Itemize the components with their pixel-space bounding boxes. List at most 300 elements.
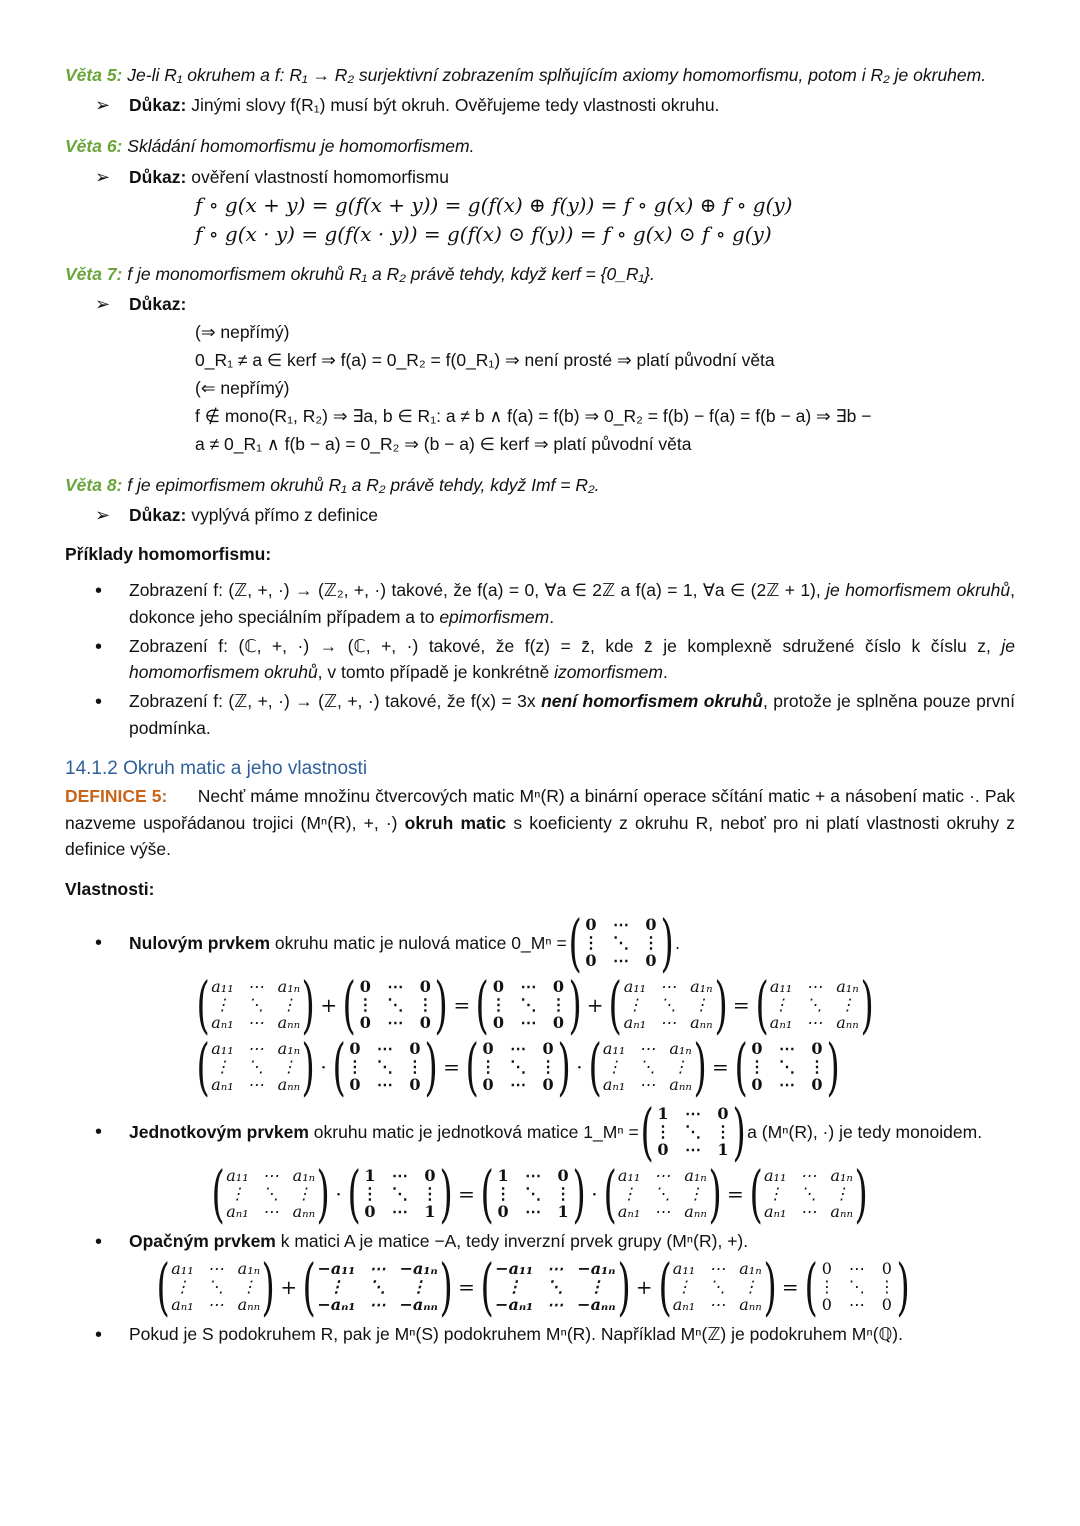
arrow-bullet-icon: ➢ [95, 95, 111, 116]
matrix-cell: ⋯ [709, 1295, 726, 1315]
matrix-cell: 0 [717, 1103, 729, 1123]
theorem-7-label: Věta 7: [65, 263, 123, 284]
operator: + [280, 1275, 298, 1300]
matrix-cell: ⋯ [391, 1202, 408, 1222]
matrix [479, 1157, 587, 1231]
matrix-cell: ⋱ [639, 1057, 656, 1077]
matrix-cell: 0 [419, 976, 431, 996]
right-paren: ) [896, 1250, 910, 1324]
left-paren: ( [480, 1157, 494, 1231]
matrix-cell: ⋮ [490, 995, 507, 1015]
matrix-cell: aₙₙ [830, 1202, 853, 1222]
matrix-cell: aₙ₁ [623, 1013, 647, 1033]
matrix-cell: ⋮ [767, 1184, 784, 1204]
matrix-cell: ⋮ [240, 1277, 257, 1297]
matrix-cell: a₁₁ [672, 1258, 696, 1278]
matrix-cell: ⋮ [773, 995, 790, 1015]
matrix-cell: ⋮ [540, 1057, 557, 1077]
right-paren: ) [261, 1250, 275, 1324]
operator: = [443, 1055, 460, 1080]
left-paren: ( [568, 906, 582, 980]
matrix-cell: a₁₁ [602, 1038, 626, 1058]
matrix-cell: a₁ₙ [277, 1038, 301, 1058]
arrow-bullet-icon: ➢ [95, 293, 111, 314]
left-paren: ( [342, 968, 356, 1042]
matrix-cell: 0 [585, 951, 597, 971]
arrow-bullet-icon: ➢ [95, 505, 111, 525]
matrix-cell: ⋱ [612, 933, 629, 953]
matrix [195, 1030, 316, 1104]
left-paren: ( [302, 1250, 316, 1324]
matrix-cell: aₙₙ [237, 1295, 261, 1315]
matrix-cell: 0 [542, 1038, 554, 1058]
matrix-cell: ⋯ [639, 1075, 656, 1095]
left-paren: ( [603, 1157, 617, 1231]
left-paren: ( [640, 1095, 654, 1169]
left-paren: ( [734, 1030, 748, 1104]
matrix-cell: a₁₁ [769, 976, 793, 996]
matrix-cell: ⋯ [612, 914, 629, 934]
matrix-cell: a₁₁ [171, 1258, 194, 1278]
theorem-6-label: Věta 6: [65, 136, 123, 157]
matrix-cell: ⋱ [369, 1277, 386, 1297]
matrix-cell: ⋮ [417, 995, 434, 1015]
matrix-cell: ⋮ [675, 1277, 692, 1297]
matrix-cell: ⋮ [495, 1184, 512, 1204]
matrix-cell: aₙₙ [277, 1013, 301, 1033]
matrix-cell: aₙₙ [669, 1075, 692, 1095]
matrix-cell: 0 [359, 1013, 371, 1033]
matrix-cell: ⋮ [550, 995, 567, 1015]
matrix [607, 968, 728, 1042]
example-text: . [549, 606, 555, 627]
matrix [301, 1250, 454, 1324]
matrix [331, 1030, 439, 1104]
right-paren: ) [434, 968, 449, 1042]
matrix-cell: 0 [557, 1165, 569, 1185]
matrix [657, 1250, 778, 1324]
matrix-cell: ⋮ [742, 1277, 759, 1297]
matrix-cell: 0 [492, 976, 505, 996]
matrix-cell: ⋮ [606, 1057, 623, 1077]
matrix-cell: aₙ₁ [171, 1295, 194, 1315]
right-paren: ) [439, 1250, 453, 1324]
matrix-cell: aₙ₁ [226, 1202, 249, 1222]
matrix-cell: ⋮ [642, 933, 659, 953]
theorem-5 [65, 62, 1015, 88]
matrix-cell: ⋱ [391, 1184, 408, 1204]
matrix-cell: 0 [552, 976, 565, 996]
matrix-cell: aₙₙ [690, 1013, 713, 1033]
matrix-cell: 1 [424, 1202, 436, 1222]
matrix-cell: aₙ₁ [602, 1075, 626, 1095]
matrix-cell: ⋯ [262, 1165, 279, 1185]
matrix [803, 1250, 911, 1324]
matrix-cell: 1 [364, 1165, 376, 1185]
document-page [65, 62, 1015, 1349]
zero-matrix [567, 906, 675, 980]
matrix-cell: ⋯ [612, 951, 629, 971]
matrix-cell: aₙₙ [739, 1295, 762, 1315]
matrix-cell: ⋮ [818, 1277, 835, 1297]
identity-product-equation [210, 1157, 1015, 1231]
matrix-cell: ⋯ [806, 976, 823, 996]
matrix-cell: ⋱ [387, 995, 404, 1015]
theorem-5-proof [95, 92, 1015, 119]
matrix-cell: ⋱ [510, 1057, 527, 1077]
equation-composition-product: f ∘ g(x · y) = g(f(x · y)) = g(f(x) ⊙ f(y)) = f ∘ g(x) ⊙ f ∘ g(y) [195, 221, 772, 246]
matrix-cell: ⋮ [693, 995, 710, 1015]
matrix-cell: −aₙₙ [577, 1295, 616, 1315]
matrix-cell: a₁ₙ [277, 976, 301, 996]
right-paren: ) [301, 1030, 315, 1104]
matrix-cell: 0 [821, 1295, 832, 1315]
example-item [95, 577, 1015, 630]
left-paren: ( [465, 1030, 479, 1104]
theorem-6-text: Skládání homomorfismu je homomorfismem. [127, 136, 475, 157]
matrix-cell: ⋮ [174, 1277, 191, 1297]
matrix-cell: aₙ₁ [211, 1013, 234, 1033]
proof-line: a ≠ 0_R₁ ∧ f(b − a) = 0_R₂ ⇒ (b − a) ∈ kerf ⇒ platí původní věta [195, 433, 692, 454]
left-paren: ( [475, 968, 490, 1042]
matrix-cell: a₁ₙ [684, 1165, 707, 1185]
matrix-cell: −a₁ₙ [399, 1258, 438, 1278]
matrix-cell: 0 [482, 1038, 494, 1058]
matrix-cell: ⋯ [247, 1013, 264, 1033]
matrix-cell: −aₙₙ [399, 1295, 438, 1315]
matrix-cell: ⋮ [687, 1184, 704, 1204]
matrix-cell: a₁₁ [617, 1165, 641, 1185]
matrix-cell: 0 [359, 976, 371, 996]
matrix-cell: 1 [497, 1165, 509, 1185]
matrix-cell: aₙₙ [836, 1013, 859, 1033]
theorem-7-text: f je monomorfismem okruhů R₁ a R₂ právě tehdy, když kerf = {0_R₁}. [127, 263, 655, 284]
matrix-cell: ⋮ [406, 1057, 423, 1077]
matrix-cell: 0 [811, 1075, 823, 1095]
operator: + [320, 993, 338, 1018]
right-paren: ) [693, 1030, 707, 1104]
matrix-cell: 0 [821, 1258, 832, 1278]
matrix-cell: ⋱ [525, 1184, 542, 1204]
matrix-cell: ⋯ [369, 1258, 386, 1278]
property-term: Opačným prvkem [129, 1231, 276, 1252]
matrix-cell: ⋱ [800, 1184, 817, 1204]
matrix-cell: 0 [751, 1075, 763, 1095]
example-text: , dokonce jeho speciálním případem a to [129, 580, 1015, 627]
matrix-cell: 1 [557, 1202, 569, 1222]
matrix-cell: a₁₁ [623, 976, 647, 996]
matrix-cell: ⋯ [800, 1165, 817, 1185]
matrix-cell: aₙ₁ [617, 1202, 641, 1222]
bullet-icon: • [95, 1121, 103, 1144]
matrix-cell: 0 [349, 1075, 361, 1095]
theorem-7 [65, 261, 1015, 287]
zero-sum-equation [195, 968, 1015, 1042]
matrix [748, 1157, 869, 1231]
matrix-cell: ⋯ [660, 976, 677, 996]
matrix-cell: 0 [497, 1202, 509, 1222]
matrix-cell: ⋯ [262, 1202, 279, 1222]
matrix-cell: 0 [409, 1075, 421, 1095]
right-paren: ) [557, 1030, 571, 1104]
matrix-cell: ⋱ [778, 1057, 795, 1077]
matrix-cell: 0 [364, 1202, 376, 1222]
left-paren: ( [347, 1157, 361, 1231]
arrow-bullet-icon: ➢ [95, 166, 111, 187]
section-heading: 14.1.2 Okruh matic a jeho vlastnosti [65, 757, 368, 779]
right-paren: ) [567, 968, 582, 1042]
matrix-cell: ⋯ [547, 1258, 564, 1278]
example-text: není homorfismem okruhů [541, 691, 763, 712]
matrix-cell: ⋯ [778, 1075, 795, 1095]
right-paren: ) [763, 1250, 777, 1324]
operator: = [458, 1275, 475, 1300]
matrix-cell: ⋯ [247, 976, 264, 996]
matrix-cell: aₙₙ [684, 1202, 707, 1222]
matrix-cell: ⋯ [387, 976, 404, 996]
operator: · [335, 1182, 342, 1207]
proof-line: (⇐ nepřímý) [195, 377, 290, 398]
operator: + [635, 1275, 653, 1300]
example-text: je homomorfismem okruhů [129, 635, 1015, 682]
period: . [675, 933, 681, 954]
left-paren: ( [211, 1157, 225, 1231]
matrix-cell: −aₙ₁ [317, 1295, 356, 1315]
theorem-8-text: f je epimorfismem okruhů R₁ a R₂ právě tehdy, když Imf = R₂. [127, 474, 600, 495]
right-paren: ) [439, 1157, 453, 1231]
right-paren: ) [714, 968, 728, 1042]
theorem-8 [65, 472, 1015, 498]
matrix-cell: −a₁ₙ [577, 1258, 616, 1278]
bullet-icon: • [95, 635, 103, 658]
right-paren: ) [660, 906, 674, 980]
matrix-cell: ⋮ [361, 1184, 378, 1204]
right-paren: ) [301, 968, 315, 1042]
matrix-cell: ⋮ [421, 1184, 438, 1204]
matrix-cell: ⋯ [376, 1038, 393, 1058]
examples-title: Příklady homomorfismu: [65, 544, 272, 564]
matrix-cell: 1 [717, 1140, 729, 1160]
proof-label: Důkaz: [129, 293, 187, 314]
right-paren: ) [572, 1157, 586, 1231]
theorem-5-text: Je-li R₁ okruhem a f: R₁ → R₂ surjektivní zobrazením splňujícím axiomy homomorfismu, potom i R₂ je okruhem. [127, 65, 987, 85]
matrix [602, 1157, 723, 1231]
bullet-icon: • [95, 1324, 103, 1347]
equation-composition-sum: f ∘ g(x + y) = g(f(x + y)) = g(f(x) ⊕ f(y)) = f ∘ g(x) ⊕ f ∘ g(y) [195, 192, 793, 217]
matrix-cell: ⋮ [280, 1057, 297, 1077]
left-paren: ( [480, 1250, 494, 1324]
matrix-cell: ⋯ [654, 1202, 671, 1222]
matrix-cell: 0 [409, 1038, 421, 1058]
property-text: okruhu matic je jednotková matice 1_Mⁿ = [308, 1122, 639, 1143]
matrix-cell: a₁ₙ [830, 1165, 853, 1185]
matrix-cell: a₁ₙ [690, 976, 713, 996]
operator: = [712, 1055, 729, 1080]
bullet-icon: • [95, 691, 103, 714]
definition-label: DEFINICE 5: [65, 786, 168, 807]
matrix-cell: ⋱ [848, 1277, 865, 1297]
matrix-cell: ⋮ [357, 995, 374, 1015]
matrix-cell: 0 [492, 1013, 505, 1033]
theorem-6-proof [95, 164, 1015, 191]
matrix-cell: a₁₁ [211, 976, 234, 996]
operator: · [320, 1055, 327, 1080]
property-text: k matici A je matice −A, tedy inverzní prvek grupy (Mⁿ(R), +). [275, 1231, 749, 1252]
left-paren: ( [658, 1250, 672, 1324]
example-text: izomorfismem [554, 662, 663, 682]
matrix-cell: ⋮ [672, 1057, 689, 1077]
matrix-cell: ⋯ [520, 976, 537, 996]
definition-text: okruh matic [404, 812, 507, 833]
matrix-cell: ⋯ [247, 1075, 264, 1095]
matrix-cell: ⋱ [262, 1184, 279, 1204]
matrix-cell: 1 [657, 1103, 669, 1123]
right-paren: ) [316, 1157, 330, 1231]
matrix-cell: ⋮ [480, 1057, 497, 1077]
matrix-cell: aₙ₁ [769, 1013, 793, 1033]
operator: · [576, 1055, 583, 1080]
matrix-cell: ⋮ [588, 1277, 605, 1297]
matrix-cell: ⋯ [547, 1295, 564, 1315]
matrix-cell: 0 [881, 1258, 892, 1278]
matrix-cell: ⋮ [410, 1277, 427, 1297]
left-paren: ( [588, 1030, 602, 1104]
matrix-cell: 0 [645, 951, 657, 971]
left-paren: ( [749, 1157, 763, 1231]
matrix-cell: ⋯ [654, 1165, 671, 1185]
left-paren: ( [156, 1250, 170, 1324]
example-text: , v tomto případě je konkrétně [317, 662, 555, 682]
definition-5 [65, 783, 1015, 862]
matrix-cell: ⋮ [839, 995, 856, 1015]
right-paren: ) [826, 1030, 840, 1104]
property-identity-element [95, 1095, 1015, 1169]
matrix-cell: −aₙ₁ [495, 1295, 534, 1315]
example-text: epimorfismem [439, 606, 550, 627]
matrix-cell: 0 [482, 1075, 494, 1095]
matrix-cell: ⋱ [547, 1277, 564, 1297]
proof-label: Důkaz: [129, 95, 187, 116]
matrix-cell: a₁₁ [211, 1038, 234, 1058]
matrix-cell: ⋯ [510, 1075, 527, 1095]
property-text: a (Mⁿ(R), ·) je tedy monoidem. [747, 1122, 983, 1143]
right-paren: ) [424, 1030, 438, 1104]
matrix-cell: ⋯ [848, 1295, 865, 1315]
proof-line: f ∉ mono(R₁, R₂) ⇒ ∃a, b ∈ R₁: a ≠ b ∧ f(a) = f(b) ⇒ 0_R₂ = f(b) − f(a) = f(b − a) ⇒ ∃b − [195, 405, 872, 426]
property-text: okruhu matic je nulová matice 0_Mⁿ = [270, 933, 567, 954]
operator: = [727, 1182, 744, 1207]
matrix [464, 1030, 572, 1104]
property-term: Nulovým prvkem [129, 933, 271, 954]
left-paren: ( [608, 968, 623, 1042]
matrix-cell: 0 [811, 1038, 823, 1058]
matrix-cell: ⋮ [346, 1057, 363, 1077]
matrix-cell: ⋯ [376, 1075, 393, 1095]
matrix [474, 968, 582, 1042]
matrix-cell: ⋯ [207, 1258, 224, 1278]
matrix-cell: ⋱ [207, 1277, 224, 1297]
left-paren: ( [196, 1030, 210, 1104]
left-paren: ( [196, 968, 210, 1042]
matrix-cell: ⋮ [280, 995, 297, 1015]
matrix-cell: 0 [751, 1038, 763, 1058]
opposite-sum-equation [155, 1250, 1015, 1324]
matrix-cell: 0 [349, 1038, 361, 1058]
matrix-cell: ⋱ [660, 995, 677, 1015]
matrix-cell: ⋯ [684, 1103, 701, 1123]
matrix-cell: ⋯ [684, 1140, 701, 1160]
matrix-cell: ⋮ [506, 1277, 523, 1297]
property-zero-element [95, 906, 1015, 980]
properties-title: Vlastnosti: [65, 879, 155, 899]
example-text: je homorfismem okruhů [820, 580, 1011, 601]
matrix-cell: ⋯ [778, 1038, 795, 1058]
matrix-cell: aₙ₁ [211, 1075, 234, 1095]
matrix-cell: ⋮ [214, 1057, 231, 1077]
matrix-cell: ⋱ [654, 1184, 671, 1204]
example-item [95, 633, 1015, 686]
operator: = [781, 1275, 799, 1300]
matrix-cell: ⋮ [808, 1057, 825, 1077]
matrix-cell: ⋯ [247, 1038, 264, 1058]
operator: = [458, 1182, 475, 1207]
matrix [341, 968, 449, 1042]
matrix-cell: ⋯ [525, 1202, 542, 1222]
operator: = [732, 993, 750, 1018]
matrix-cell: ⋯ [387, 1013, 404, 1033]
right-paren: ) [860, 968, 874, 1042]
matrix-cell: ⋯ [520, 1013, 537, 1033]
matrix-cell: ⋮ [555, 1184, 572, 1204]
matrix-cell: ⋮ [295, 1184, 312, 1204]
left-paren: ( [804, 1250, 818, 1324]
matrix-cell: a₁ₙ [669, 1038, 692, 1058]
example-text: Zobrazení f: (ℂ, +, ·) → (ℂ, +, ·) takové, že f(z) = z̄, kde z̄ je komplexně sdružené číslo k číslu z, [129, 635, 1002, 656]
matrix-cell: ⋮ [214, 995, 231, 1015]
matrix-cell: 0 [657, 1140, 669, 1160]
matrix [479, 1250, 632, 1324]
matrix-cell: ⋱ [709, 1277, 726, 1297]
left-paren: ( [332, 1030, 346, 1104]
matrix-cell: ⋮ [229, 1184, 246, 1204]
matrix [346, 1157, 454, 1231]
example-text: Zobrazení f: (ℤ, +, ·) → (ℤ, +, ·) takové, že f(x) = 3x [129, 691, 542, 712]
matrix-cell: ⋱ [376, 1057, 393, 1077]
property-term: Jednotkovým prvkem [129, 1122, 309, 1143]
matrix [587, 1030, 708, 1104]
matrix-cell: ⋯ [800, 1202, 817, 1222]
matrix-cell: a₁₁ [764, 1165, 787, 1185]
matrix-cell: ⋮ [878, 1277, 895, 1297]
matrix [754, 968, 875, 1042]
proof-label: Důkaz: [129, 505, 187, 525]
matrix-cell: 0 [419, 1013, 431, 1033]
matrix-cell: ⋯ [525, 1165, 542, 1185]
matrix-cell: ⋯ [369, 1295, 386, 1315]
right-paren: ) [854, 1157, 868, 1231]
matrix-cell: ⋮ [626, 995, 643, 1015]
example-text: . [662, 662, 668, 682]
proof-text: Jinými slovy f(R₁) musí být okruh. Ověřujeme tedy vlastnosti okruhu. [191, 95, 720, 116]
theorem-7-proof [95, 291, 1015, 318]
proof-label: Důkaz: [129, 166, 187, 187]
property-text: Pokud je S podokruhem R, pak je Mⁿ(S) podokruhem Mⁿ(R). Například Mⁿ(ℤ) je podokruhem Mⁿ(ℚ). [129, 1324, 903, 1345]
proof-text: ověření vlastností homomorfismu [191, 166, 449, 187]
matrix-cell: ⋯ [510, 1038, 527, 1058]
matrix-cell: 0 [881, 1295, 892, 1315]
matrix-cell: a₁₁ [226, 1165, 249, 1185]
operator: = [453, 993, 471, 1018]
